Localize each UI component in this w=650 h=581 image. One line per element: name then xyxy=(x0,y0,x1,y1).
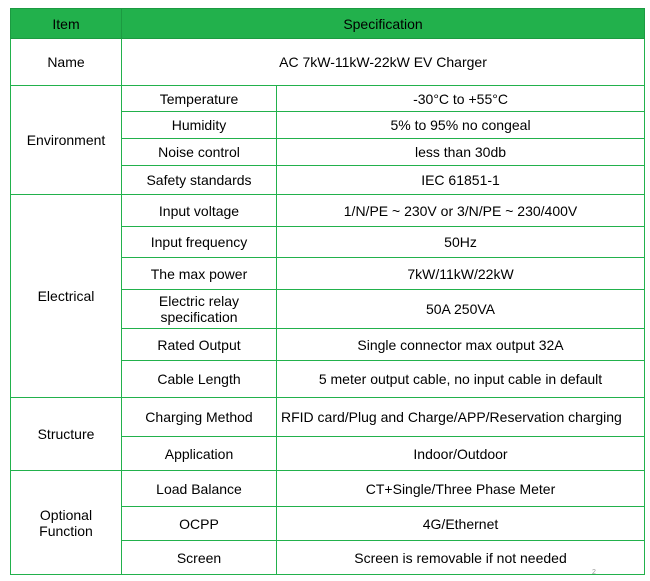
param-value: 5 meter output cable, no input cable in default xyxy=(277,361,645,398)
param-value: IEC 61851-1 xyxy=(277,166,645,195)
param-value: -30°C to +55°C xyxy=(277,86,645,112)
param-label: OCPP xyxy=(122,507,277,541)
param-label: Cable Length xyxy=(122,361,277,398)
param-label: Charging Method xyxy=(122,398,277,437)
group-label-structure: Structure xyxy=(11,398,122,471)
param-value: 50A 250VA xyxy=(277,290,645,329)
param-label: Safety standards xyxy=(122,166,277,195)
page-number: 2 xyxy=(592,569,596,576)
param-label: Noise control xyxy=(122,139,277,166)
table-row xyxy=(11,195,645,227)
header-item: Item xyxy=(11,9,122,39)
name-value: AC 7kW-11kW-22kW EV Charger xyxy=(122,39,645,86)
name-label: Name xyxy=(11,39,122,86)
table-row xyxy=(11,86,645,112)
table-row xyxy=(11,471,645,507)
param-value: 50Hz xyxy=(277,227,645,258)
param-label: Load Balance xyxy=(122,471,277,507)
param-label: Screen xyxy=(122,541,277,575)
param-label: Rated Output xyxy=(122,329,277,361)
param-value: less than 30db xyxy=(277,139,645,166)
group-label-optional-function: Optional Function xyxy=(11,471,122,575)
param-label: Application xyxy=(122,437,277,471)
param-label: Temperature xyxy=(122,86,277,112)
param-label: The max power xyxy=(122,258,277,290)
header-specification: Specification xyxy=(122,9,645,39)
param-value: CT+Single/Three Phase Meter xyxy=(277,471,645,507)
param-value: 1/N/PE ~ 230V or 3/N/PE ~ 230/400V xyxy=(277,195,645,227)
param-label: Input voltage xyxy=(122,195,277,227)
param-label: Electric relay specification xyxy=(122,290,277,329)
param-label: Input frequency xyxy=(122,227,277,258)
header-row xyxy=(11,9,645,39)
param-value: RFID card/Plug and Charge/APP/Reservation charging xyxy=(277,398,645,437)
param-value: 4G/Ethernet xyxy=(277,507,645,541)
param-value: Indoor/Outdoor xyxy=(277,437,645,471)
group-label-electrical: Electrical xyxy=(11,195,122,398)
param-label: Humidity xyxy=(122,112,277,139)
param-value: Screen is removable if not needed xyxy=(277,541,645,575)
spec-table xyxy=(10,8,645,575)
group-label-environment: Environment xyxy=(11,86,122,195)
param-value: Single connector max output 32A xyxy=(277,329,645,361)
param-value: 7kW/11kW/22kW xyxy=(277,258,645,290)
table-row xyxy=(11,398,645,437)
param-value: 5% to 95% no congeal xyxy=(277,112,645,139)
table-row xyxy=(11,39,645,86)
